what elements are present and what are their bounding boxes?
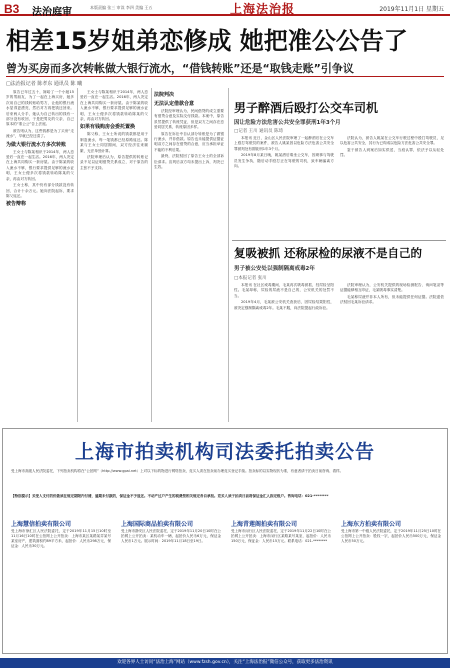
paragraph: 毛某称尿液并非本人所有，但未能提供任何证据。法院遂依法驳回毛某诉讼请求。	[340, 294, 444, 305]
dateline: 2019年11月1日 星期五	[379, 6, 444, 13]
ad-block-text: 受上海市闵行区人民法院委托，定于2019年11月22日10时在公拍网上公开拍卖：上海市闵行区某路某号某室，起拍价：人民币150万元，保证金：人民币15万元。联系电话：021-********	[231, 529, 331, 543]
main-byline: □法治报记者 陈孝东 通讯员 陈 曦	[6, 81, 83, 87]
story3-column-2	[340, 283, 444, 421]
paragraph: 法院认为，被告人姚某在公交车行驶过程中殴打驾驶员，足以危害公共安全，其行为已构成以危险方法危害公共安全罪。	[340, 136, 444, 146]
ad-warning: 【特别提示】买受人支付的价款须在规定期限内付清，逾期未付款的，保证金不予退还。不动产过户产生的税费按相关规定各自承担。竞买人须于拍卖日前将保证金汇入指定账户。咨询电话：021-********	[11, 494, 329, 498]
story3-byline: □本报记者 张川	[234, 276, 267, 281]
main-headline: 相差15岁姐弟恋修成 她把准公公告了	[6, 27, 408, 55]
ad-block-text: 受上海市第一中级人民法院委托，定于2019年11月25日10时在公拍网上公开拍卖：股权一宗，起拍价人民币500万元，保证金人民币50万元。	[341, 529, 441, 543]
paragraph: 被告则认为，这些钱都是为了买房“走流水”，早就已经还清了。	[6, 128, 74, 139]
paragraph: 原告已年过五十，嫁给了一个小她15岁的男朋友，为了一起在上海买房，她多次用自己的钱转账给男方，让他的银行流水显得更漂亮，然后对方再把钱还回来。后来两人分手，她认为自己转出的钱有一部分没有收回，于是把男友的父亲、自己原本的“准公公”告上法庭。	[6, 90, 74, 127]
subheading: 被告辩称	[6, 201, 27, 208]
auction-announcement-ad	[2, 428, 448, 654]
story2-column-1	[234, 136, 334, 236]
paragraph: 法院审理认为，公安机关提供的现场检测报告、询问笔录等证据能够相互印证，毛某吸毒事实清楚。	[340, 283, 444, 293]
paragraph: 鉴于被告人到案后如实供述，当庭认罪，依法予以从轻处罚。	[340, 147, 444, 158]
ad-intro: 受上海市高级人民法院委托，下列拍卖机构将在“公拍网”（http://www.gpai.net）上对以下标的物进行网络拍卖，竞买人须在拍卖前办理竞买登记手续。拍卖标的以实物现状为准，有意者请于拍卖日前咨询、看样。	[11, 469, 344, 473]
paragraph: 本报讯 在社区戒毒期间，毛某再次吸毒被抓，经尿检呈阳性。毛某却称，尿检的尿液不是自己的，公安机关的处罚不当。	[234, 283, 334, 298]
column-rule	[228, 88, 229, 422]
page-header	[0, 0, 450, 16]
ad-block-title: 上海东方拍卖有限公司	[341, 521, 402, 528]
column-rule	[77, 88, 78, 422]
paragraph: 王女士与陈某相识于2014年，两人恋爱后一直在一起生活。2016年，两人决定在上海共同购买一套房屋。由于陈某的收入流水不够，银行要求提供足够的流水证明，王女士便多次将钱款转给陈某的父亲，再由对方转回。	[80, 90, 148, 122]
paragraph: 陈父称，王女士所说的钱款都是用于制造流水，每一笔钱都已经原路返还。陈某与王女士同居期间，双方经济往来频繁，无法单独计算。	[80, 132, 148, 153]
headline-divider	[6, 76, 444, 77]
subheading: 无法认定借款合意	[154, 101, 195, 107]
paragraph: 法院审理后认为，原告提供的转账记录不足以证明借贷关系成立，对于原告的主张不予支持。	[80, 155, 148, 170]
paragraph: 王女士称，其中仍有部分钱款没有转回，合计十余万元。她向法院起诉，要求陈父返还。	[6, 183, 74, 198]
ad-block-text: 受上海市静安区人民法院委托，定于2019年11月20日10时在公拍网上公开拍卖：某机动车一辆，起拍价人民币6万元，保证金人民币1万元。展示时间：2019年11月18日至19日。	[121, 529, 221, 543]
paragraph: 法院经审理认为，民间借贷的成立需要有借贷合意及实际交付钱款。本案中，原告虽然提供了转账凭证，但是双方之间存在恋爱同居关系，转账原因多样。	[154, 109, 224, 130]
paragraph: 本报讯 近日，金山区人民法院审理了一起醉酒后在公交车上殴打驾驶员的案件，被告人姚某因以危险方法危害公共安全罪被判处有期徒刑1年3个月。	[234, 136, 334, 151]
story3-subtitle: 男子被公安处以强制隔离戒毒2年	[234, 266, 315, 272]
ad-block-title: 上海青莲阁拍卖有限公司	[231, 521, 298, 528]
paragraph: 王女士与陈某相识于2014年，两人恋爱后一直在一起生活。2016年，两人决定在上海共同购买一套房屋。由于陈某的收入流水不够，银行要求提供足够的流水证明，王女士便多次将钱款转给陈某的父亲，再由对方转回。	[6, 149, 74, 181]
ad-title: 上海市拍卖机构司法委托拍卖公告	[74, 441, 375, 463]
main-story-column-3	[154, 90, 224, 420]
story2-column-2	[340, 136, 444, 236]
paragraph: 2019年8月某日晚，姚某酒后乘坐公交车，因琐事与驾驶员发生争执，随后动手殴打正在驾驶的司机，致车辆偏离方向。	[234, 153, 334, 169]
page-footer: 欢迎各界人士访问“法治上海”网站（www.fzsh.gov.cn），关注“上海法治报”微信公众号，获取更多法治资讯	[0, 658, 450, 668]
story3-title: 复吸被抓 还称尿检的尿液不是自己的	[234, 246, 423, 260]
main-subhead: 曾为买房而多次转帐做大银行流水，“借钱转账”还是“取钱走账”引争议	[6, 62, 354, 75]
paragraph: 原告在诉讼中自认部分转账是为了做银行流水，并非借款。原告也未能提供证据证明双方之间存在借贷的合意，应当承担举证不能的不利后果。	[154, 131, 224, 152]
main-story-column-1	[6, 90, 74, 420]
ad-block-text: 受上海市徐汇区人民法院委托，定于2019年11月15日10时至11月16日10时在公拍网上公开拍卖：上海市某区某路某弄某号某室房产，建筑面积约89平方米，起拍价：人民币298万元，保证金：人民币30万元。	[11, 529, 111, 548]
subheading: 法院判决	[154, 92, 175, 98]
paragraph: 2019年4月，毛某被公安机关查获后，因尿检结果阳性，被决定强制隔离戒毒2年。毛某不服，向法院提起行政诉讼。	[234, 300, 334, 310]
story2-title: 男子醉酒后殴打公交车司机	[234, 101, 379, 115]
ad-block-title: 上海国际商品拍卖有限公司	[121, 521, 194, 528]
column-rule	[151, 88, 152, 422]
story-divider	[232, 240, 446, 241]
story2-byline: □记者 王川 通讯员 陈琦	[234, 129, 284, 134]
story2-subtitle: 因让危险方法危害公共安全罪获刑1年3个月	[234, 120, 341, 126]
page-number-badge: B3	[4, 2, 20, 16]
newspaper-logo: 上海法治报	[230, 2, 296, 16]
editor-contacts: 本版责编 张三 审读 李四 美编 王五	[90, 5, 153, 10]
ad-block-title: 上海慧信拍卖有限公司	[11, 521, 72, 528]
story3-column-1	[234, 283, 334, 421]
subheading: 如果有钱购房会委托置换	[80, 124, 136, 131]
paragraph: 最终，法院驳回了原告王女士的全部诉讼请求。宣判后双方均未提出上诉，判决已生效。	[154, 154, 224, 170]
main-story-column-2	[80, 90, 148, 420]
section-name: 法治庭审	[32, 7, 72, 18]
subheading: 为做大银行流水方多次转账	[6, 141, 67, 148]
